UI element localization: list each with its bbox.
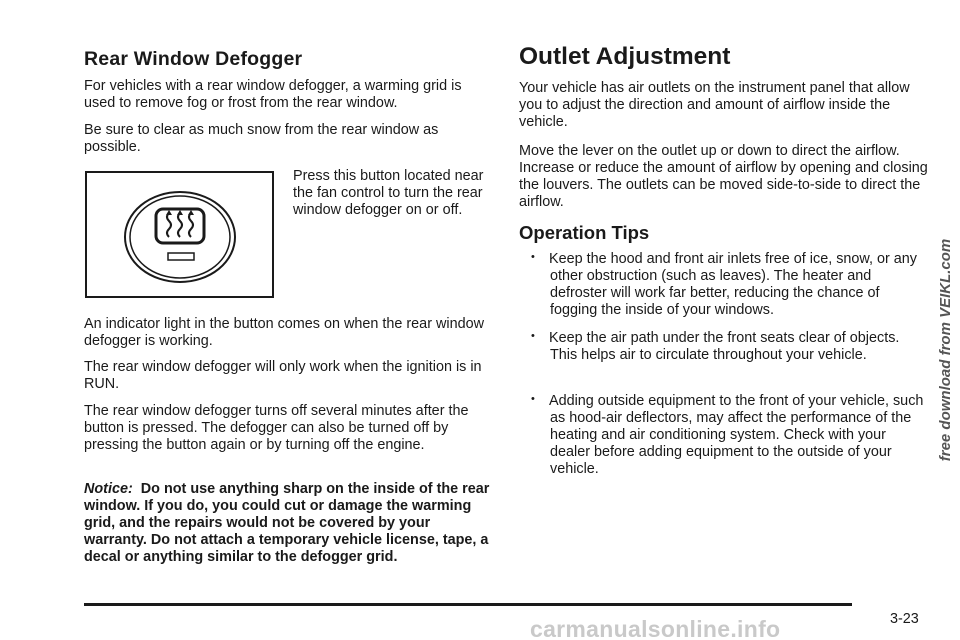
- notice-label: Notice:: [84, 481, 133, 497]
- list-item-text: Adding outside equipment to the front of your vehicle, such as hood-air deflectors, may affect the performance of the heating and air conditioning system. Check with your dealer before adding equipment to the outside of your vehicle.: [549, 393, 924, 477]
- section-heading-outlet-adjustment: Outlet Adjustment: [519, 43, 731, 70]
- paragraph: An indicator light in the button comes on when the rear window defogger is working.: [84, 316, 484, 349]
- defogger-button-illustration: [85, 171, 274, 298]
- list-item: [519, 251, 929, 319]
- subheading-operation-tips: Operation Tips: [519, 222, 650, 243]
- notice-text: Do not use anything sharp on the inside of the rear window. If you do, you could cut or damage the warming grid, and the repairs would not be covered by your warranty. Do not attach a temporary vehicle license, tape, a decal or anything similar to the defogger grid.: [84, 481, 490, 565]
- list-item: [519, 393, 929, 478]
- watermark-side: [937, 238, 957, 462]
- list-item-text: Keep the air path under the front seats clear of objects. This helps air to circulate throughout your vehicle.: [549, 330, 900, 363]
- figure-caption: Press this button located near the fan control to turn the rear window defogger on or off.: [293, 168, 484, 218]
- footer-rule: [84, 603, 852, 606]
- paragraph: The rear window defogger turns off several minutes after the button is pressed. The defogger can also be turned off by pressing the button again or by turning off the engine.: [84, 403, 469, 453]
- bullet-icon: •: [531, 330, 535, 342]
- paragraph: Your vehicle has air outlets on the instrument panel that allow you to adjust the direction and amount of airflow inside the vehicle.: [519, 80, 910, 130]
- paragraph: For vehicles with a rear window defogger, a warming grid is used to remove fog or frost from the rear window.: [84, 78, 462, 111]
- page-number: 3-23: [890, 611, 919, 627]
- notice-paragraph: [84, 481, 494, 566]
- rear-defogger-button-icon: [87, 173, 272, 296]
- watermark-side-text: free download from VEIKL.com: [937, 238, 954, 462]
- bullet-icon: •: [531, 393, 535, 405]
- section-heading-rear-window-defogger: Rear Window Defogger: [84, 48, 303, 70]
- watermark-site: carmanualsonline.info: [530, 616, 781, 640]
- paragraph: The rear window defogger will only work when the ignition is in RUN.: [84, 359, 482, 392]
- list-item: [519, 330, 929, 364]
- list-item-text: Keep the hood and front air inlets free of ice, snow, or any other obstruction (such as leaves). The heater and defroster will work far better, reducing the chance of fogging the inside of your windows.: [549, 251, 917, 318]
- paragraph: Be sure to clear as much snow from the rear window as possible.: [84, 122, 439, 155]
- paragraph: Move the lever on the outlet up or down to direct the airflow. Increase or reduce the amount of airflow by opening and closing the louvers. The outlets can be moved side-to-side to direct the airflow.: [519, 143, 928, 210]
- bullet-icon: •: [531, 251, 535, 263]
